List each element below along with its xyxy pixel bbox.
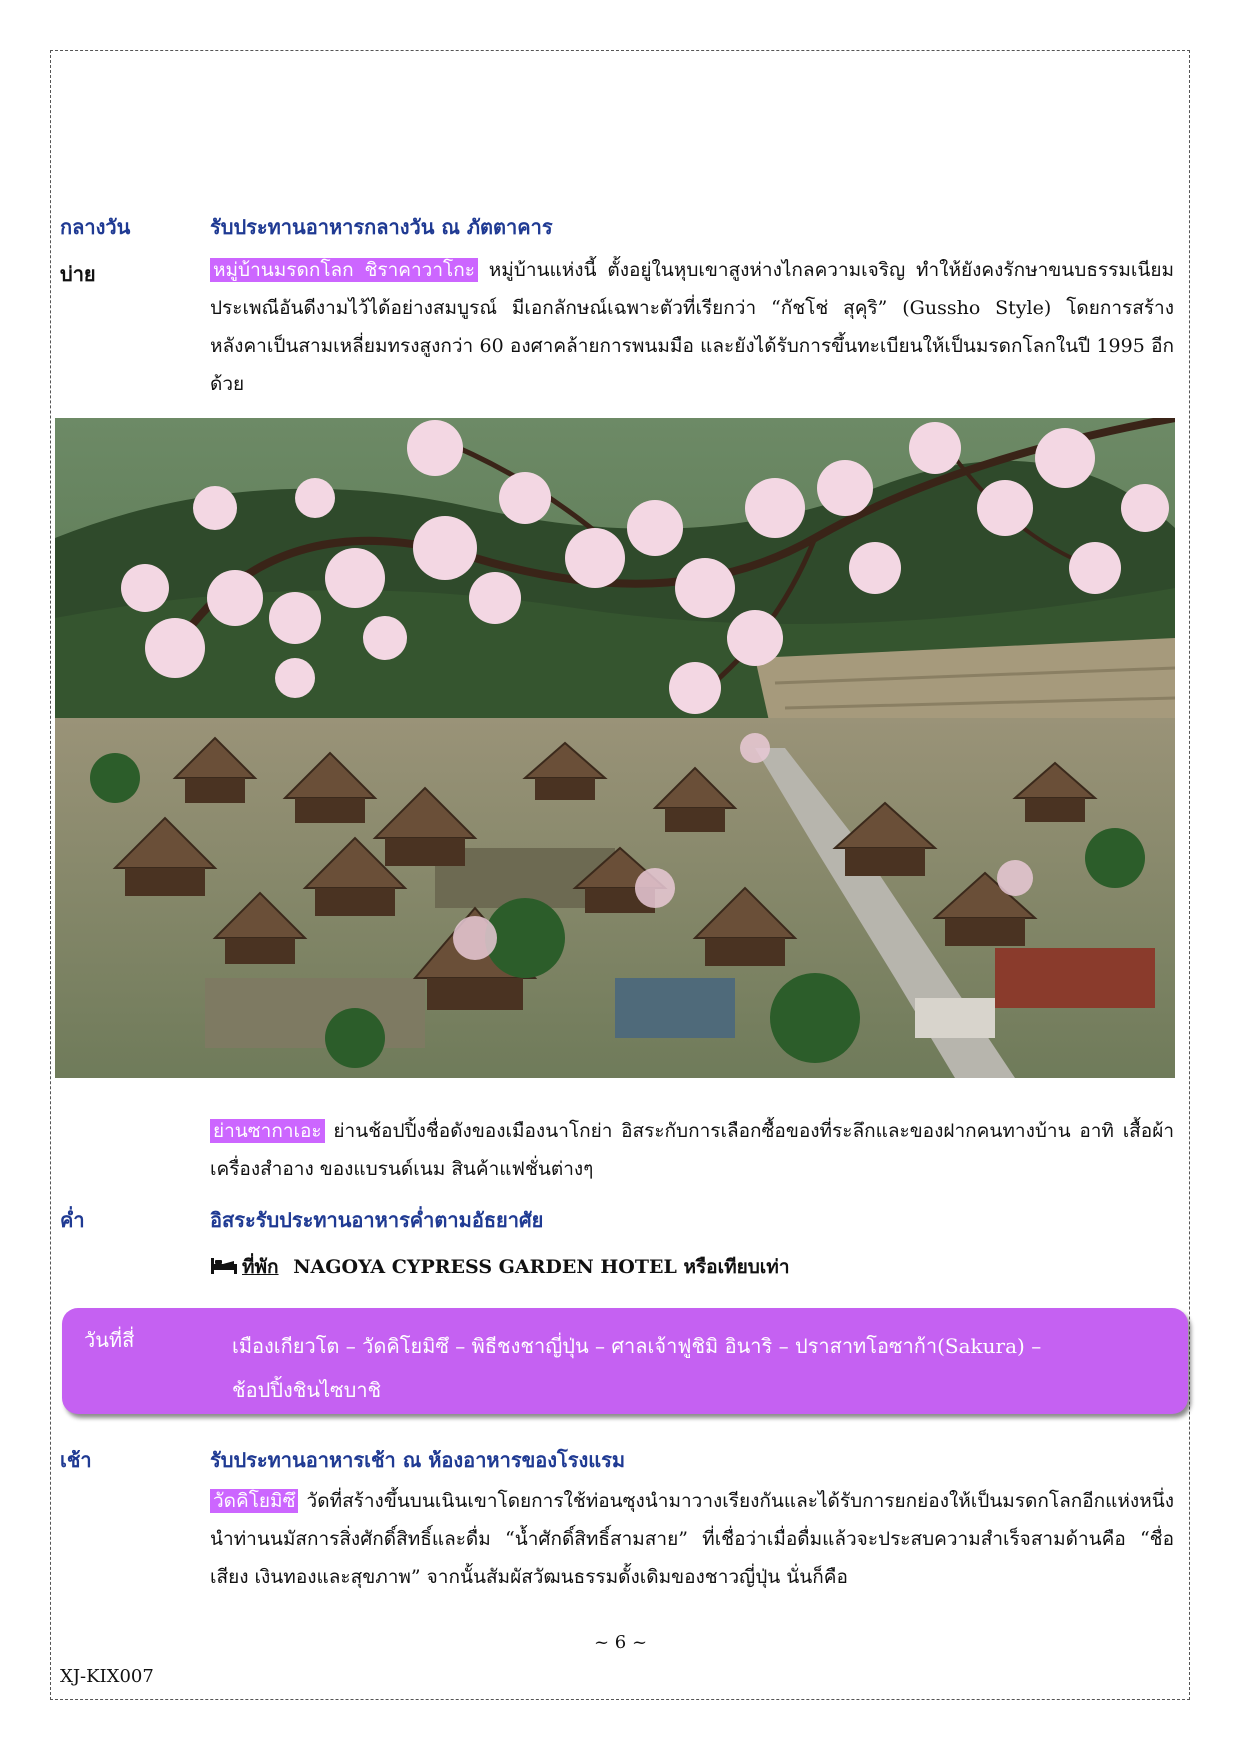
banner-line-1: เมืองเกียวโต – วัดคิโยมิซึ – พิธีชงชาญี่ปุ่น – ศาลเจ้าฟูชิมิ อินาริ – ปราสาทโอซาก้า(Sakura) – xyxy=(232,1334,1042,1358)
highlight-kiyomizu: วัดคิโยมิซึ xyxy=(210,1489,298,1513)
tour-code: XJ-KIX007 xyxy=(60,1666,154,1687)
shirakawago-photo xyxy=(55,418,1175,1078)
hotel-prefix: ที่พัก xyxy=(242,1256,279,1278)
kiyomizu-text: วัดที่สร้างขึ้นบนเนินเขาโดยการใช้ท่อนซุงนำมาวางเรียงกันและได้รับการยกย่องให้เป็นมรดกโลกอีกแห่งหนึ่ง นำท่านนมัสการสิ่งศักดิ์สิทธิ์และดื่ม “น้ำศักดิ์สิทธิ์สามสาย” ที่เชื่อว่าเมื่อดื่มแล้วจะประสบความสำเร็จสามด้านคือ “ชื่อเสียง เงินทองและสุขภาพ” จากนั้นสัมผัสวัฒนธรรมดั้งเดิมของชาวญี่ปุ่น นั่นก็คือ xyxy=(210,1490,1174,1588)
hotel-line xyxy=(210,1252,790,1282)
highlight-shirakawago: หมู่บ้านมรดกโลก ชิราคาวาโกะ xyxy=(210,258,478,282)
time-label-morning: เช้า xyxy=(60,1448,92,1472)
hotel-name: NAGOYA CYPRESS GARDEN HOTEL หรือเทียบเท่า xyxy=(293,1256,790,1278)
highlight-sakae: ย่านซากาเอะ xyxy=(210,1119,325,1143)
page-number: ~ 6 ~ xyxy=(594,1632,648,1653)
morning-heading: รับประทานอาหารเช้า ณ ห้องอาหารของโรงแรม xyxy=(210,1448,626,1472)
banner-day-label: วันที่สี่ xyxy=(84,1328,135,1352)
shopping-text: ย่านช้อปปิ้งชื่อดังของเมืองนาโกย่า อิสระกับการเลือกซื้อของที่ระลึกและของฝากคนทางบ้าน อาทิ เสื้อผ้า เครื่องสำอาง ของแบรนด์เนม สินค้าแฟชั่นต่างๆ xyxy=(210,1120,1174,1180)
time-label-afternoon: บ่าย xyxy=(60,262,96,286)
time-label-lunch: กลางวัน xyxy=(60,215,131,239)
bed-icon xyxy=(210,1256,238,1281)
day-banner xyxy=(62,1308,1188,1414)
kiyomizu-paragraph xyxy=(210,1482,1174,1596)
afternoon-paragraph xyxy=(210,251,1174,403)
village-illustration xyxy=(55,418,1175,1078)
shopping-paragraph xyxy=(210,1112,1174,1188)
banner-line-2: ช้อปปิ้งชินไซบาชิ xyxy=(232,1378,382,1402)
lunch-heading: รับประทานอาหารกลางวัน ณ ภัตตาคาร xyxy=(210,215,553,239)
time-label-dinner: ค่ำ xyxy=(60,1208,85,1232)
afternoon-text: หมู่บ้านแห่งนี้ ตั้งอยู่ในหุบเขาสูงห่างไกลความเจริญ ทำให้ยังคงรักษาขนบธรรมเนียม ประเพณีอันดีงามไว้ได้อย่างสมบูรณ์ มีเอกลักษณ์เฉพาะตัวที่เรียกว่า “กัชโช่ สุคุริ” (Gussho Style) โดยการสร้างหลังคาเป็นสามเหลี่ยมทรงสูงกว่า 60 องศาคล้ายการพนมมือ และยังได้รับการขึ้นทะเบียนให้เป็นมรดกโลกในปี 1995 อีกด้วย xyxy=(210,259,1174,395)
banner-itinerary xyxy=(232,1324,1152,1412)
dinner-heading: อิสระรับประทานอาหารค่ำตามอัธยาศัย xyxy=(210,1208,544,1232)
